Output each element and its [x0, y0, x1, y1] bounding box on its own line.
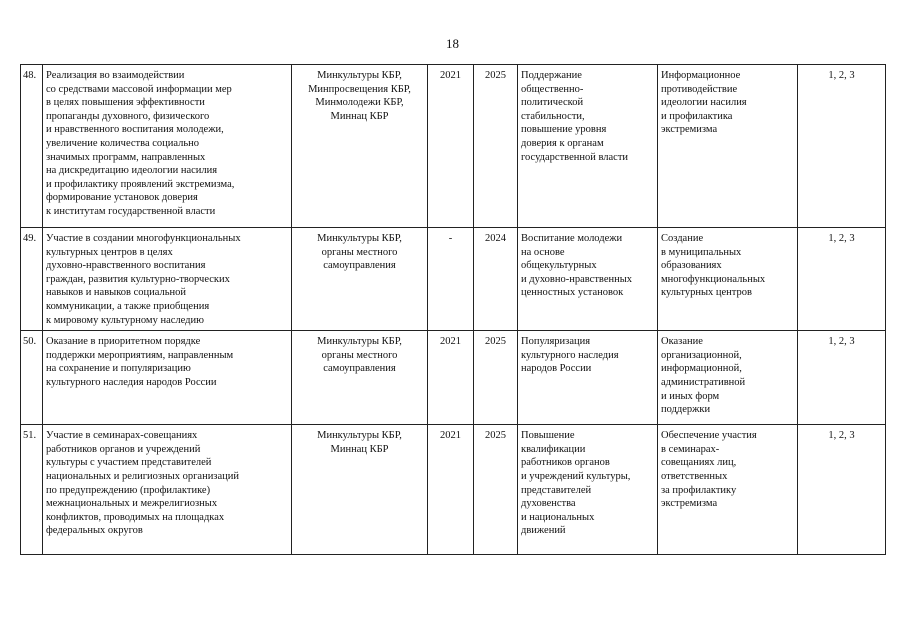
measure-cell-line: межнациональных и межрелигиозных	[46, 498, 218, 510]
result-cell-line: политической	[521, 97, 584, 109]
indicator-cell-line: совещаниях лиц,	[661, 457, 737, 469]
measure-cell-line: федеральных округов	[46, 525, 143, 537]
result-cell-line: и национальных	[521, 511, 595, 523]
measure-cell-line: коммуникации, а также приобщения	[46, 300, 210, 312]
result-cell-line: Воспитание молодежи	[521, 233, 623, 244]
measure-cell-line: к мировому культурному наследию	[46, 314, 204, 326]
table-body	[21, 65, 886, 555]
executors-cell	[292, 228, 428, 331]
indicator-cell-line: за профилактику	[661, 484, 737, 496]
indicator-cell-line: организационной,	[661, 349, 742, 361]
result-cell	[518, 228, 658, 331]
measure-cell-line: работников органов и учреждений	[46, 443, 201, 455]
row-number: 48.	[21, 65, 43, 228]
result-cell-line: и духовно-нравственных	[521, 273, 633, 285]
end-year-cell: 2025	[474, 425, 518, 555]
result-cell-line: народов России	[521, 363, 592, 375]
result-cell-line: духовенства	[521, 498, 576, 510]
result-cell-line: общекультурных	[521, 260, 597, 272]
measure-cell-line: граждан, развития культурно-творческих	[46, 273, 230, 285]
indicator-cell-line: Создание	[661, 233, 704, 244]
measure-cell-line: Участие в семинарах-совещаниях	[46, 430, 198, 442]
result-cell-line: культурного наследия	[521, 349, 619, 361]
result-cell-line: работников органов	[521, 457, 610, 469]
indicator-cell	[658, 228, 798, 331]
indicator-cell-line: в муниципальных	[661, 246, 742, 258]
measure-cell	[43, 331, 292, 425]
executors-cell-line: Миннац КБР	[330, 110, 389, 122]
measure-cell-line: и нравственного воспитания молодежи,	[46, 124, 224, 136]
measure-cell-line: увеличение количества социально	[46, 137, 200, 149]
result-cell-line: повышение уровня	[521, 124, 607, 136]
executors-cell-line: органы местного	[321, 246, 398, 258]
result-cell-line: на основе	[521, 246, 565, 258]
indicator-cell-line: культурных центров	[661, 287, 752, 299]
measure-cell	[43, 425, 292, 555]
result-cell-line: Популяризация	[521, 336, 591, 348]
indicator-cell-line: поддержки	[661, 404, 711, 416]
result-cell	[518, 65, 658, 228]
table-row	[21, 425, 886, 555]
measure-cell	[43, 228, 292, 331]
measure-cell-line: культуры с участием представителей	[46, 457, 212, 469]
measure-cell-line: значимых программ, направленных	[46, 151, 206, 163]
measure-cell-line: к институтам государственной власти	[46, 205, 216, 217]
measure-cell-line: и профилактику проявлений экстремизма,	[46, 178, 235, 190]
end-year-cell: 2025	[474, 331, 518, 425]
indicator-cell-line: административной	[661, 376, 746, 388]
end-year-cell: 2025	[474, 65, 518, 228]
executors-cell-line: Миннац КБР	[330, 443, 389, 455]
indicator-cell-line: экстремизма	[661, 498, 718, 510]
table-row	[21, 331, 886, 425]
measure-cell-line: со средствами массовой информации мер	[46, 83, 232, 95]
start-year-cell: 2021	[428, 331, 474, 425]
indicator-cell-line: ответственных	[661, 470, 728, 482]
measure-cell-line: культурных центров в целях	[46, 246, 173, 258]
indicator-cell-line: в семинарах-	[661, 443, 720, 455]
executors-cell	[292, 65, 428, 228]
measure-cell-line: Участие в создании многофункциональных	[46, 233, 241, 244]
start-year-cell: 2021	[428, 425, 474, 555]
measure-cell	[43, 65, 292, 228]
result-cell-line: и учреждений культуры,	[521, 470, 631, 482]
result-cell-line: Поддержание	[521, 70, 582, 81]
executors-cell	[292, 425, 428, 555]
tasks-cell: 1, 2, 3	[798, 425, 886, 555]
indicator-cell-line: Оказание	[661, 336, 703, 348]
executors-cell-line: Минкультуры КБР,	[317, 336, 402, 348]
result-cell-line: Повышение	[521, 430, 575, 442]
indicator-cell	[658, 425, 798, 555]
executors-cell-line: Минпросвещения КБР,	[308, 83, 411, 95]
result-cell-line: государственной власти	[521, 151, 629, 163]
executors-cell-line: Минкультуры КБР,	[317, 70, 402, 81]
measure-cell-line: навыков и навыков социальной	[46, 287, 187, 299]
result-cell-line: ценностных установок	[521, 287, 624, 299]
tasks-cell: 1, 2, 3	[798, 65, 886, 228]
tasks-cell: 1, 2, 3	[798, 331, 886, 425]
result-cell-line: представителей	[521, 484, 592, 496]
row-number: 49.	[21, 228, 43, 331]
measures-table	[20, 64, 886, 555]
measure-cell-line: Оказание в приоритетном порядке	[46, 336, 201, 348]
result-cell-line: доверия к органам	[521, 137, 604, 149]
measure-cell-line: духовно-нравственного воспитания	[46, 260, 206, 272]
measure-cell-line: на сохранение и популяризацию	[46, 363, 191, 375]
measure-cell-line: конфликтов, проводимых на площадках	[46, 511, 225, 523]
end-year-cell: 2024	[474, 228, 518, 331]
executors-cell-line: органы местного	[321, 349, 398, 361]
indicator-cell-line: многофункциональных	[661, 273, 766, 285]
measure-cell-line: поддержки мероприятиям, направленным	[46, 349, 234, 361]
measure-cell-line: на дискредитацию идеологии насилия	[46, 165, 218, 177]
result-cell-line: общественно-	[521, 83, 584, 95]
row-number: 50.	[21, 331, 43, 425]
result-cell-line: квалификации	[521, 443, 586, 455]
result-cell-line: движений	[521, 525, 566, 537]
table-row	[21, 228, 886, 331]
result-cell-line: стабильности,	[521, 110, 585, 122]
measure-cell-line: в целях повышения эффективности	[46, 97, 205, 109]
indicator-cell-line: и профилактика	[661, 110, 733, 122]
start-year-cell: 2021	[428, 65, 474, 228]
row-number: 51.	[21, 425, 43, 555]
indicator-cell-line: информационной,	[661, 363, 742, 375]
result-cell	[518, 425, 658, 555]
tasks-cell: 1, 2, 3	[798, 228, 886, 331]
result-cell	[518, 331, 658, 425]
measure-cell-line: по предупреждению (профилактике)	[46, 484, 211, 496]
indicator-cell-line: Обеспечение участия	[661, 430, 757, 442]
page-number: 18	[446, 36, 459, 51]
measure-cell-line: пропаганды духовного, физического	[46, 110, 210, 122]
indicator-cell-line: экстремизма	[661, 124, 718, 136]
indicator-cell-line: образованиях	[661, 260, 722, 272]
indicator-cell	[658, 65, 798, 228]
executors-cell-line: Минкультуры КБР,	[317, 233, 402, 244]
measure-cell-line: культурного наследия народов России	[46, 376, 217, 388]
executors-cell-line: Минмолодежи КБР,	[315, 97, 404, 109]
measure-cell-line: Реализация во взаимодействии	[46, 70, 185, 81]
measure-cell-line: формирование установок доверия	[46, 192, 198, 204]
indicator-cell-line: противодействие	[661, 83, 738, 95]
executors-cell-line: Минкультуры КБР,	[317, 430, 402, 442]
indicator-cell-line: и иных форм	[661, 390, 720, 402]
table-row	[21, 65, 886, 228]
indicator-cell-line: Информационное	[661, 70, 741, 81]
executors-cell-line: самоуправления	[323, 363, 396, 375]
indicator-cell-line: идеологии насилия	[661, 97, 747, 109]
executors-cell	[292, 331, 428, 425]
measure-cell-line: национальных и религиозных организаций	[46, 470, 239, 482]
executors-cell-line: самоуправления	[323, 260, 396, 272]
indicator-cell	[658, 331, 798, 425]
start-year-cell: -	[428, 228, 474, 331]
